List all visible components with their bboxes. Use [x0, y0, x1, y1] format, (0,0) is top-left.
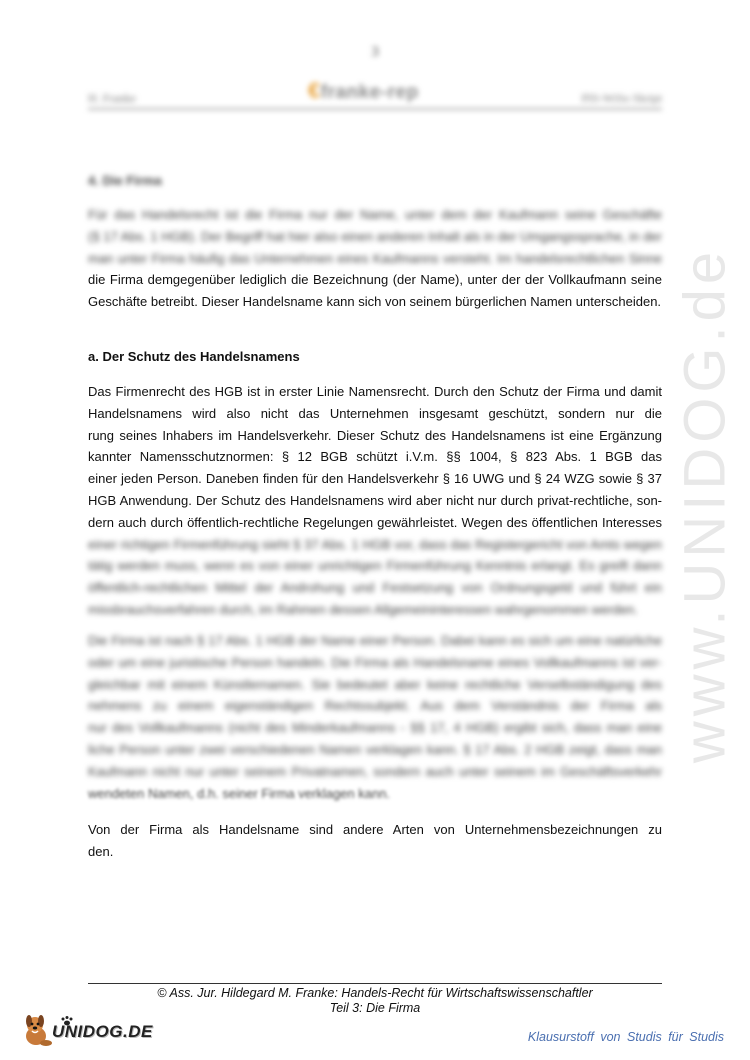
text-line: die Firma demgegenüber lediglich die Bezeichnung (der Name), unter der der Vollkaufmann seine — [88, 272, 662, 288]
text-line: Kaufmann nicht nur unter seinem Privatnamen, sondern auch unter seinem im Geschäftsverkehr — [88, 763, 662, 779]
header-logo-text: franke-rep — [320, 82, 419, 103]
logo-swoosh-icon: € — [308, 78, 321, 103]
tagline: Klausurstoff von Studis für Studis — [527, 1030, 724, 1044]
text-line: (§ 17 Abs. 1 HGB). Der Begriff hat hier also einen anderen Inhalt als in der Umgangssprache, in der — [88, 228, 662, 244]
header-divider — [88, 108, 662, 110]
section-heading: 4. Die Firma — [88, 173, 162, 188]
header-right: PIS-WiSo Skript — [581, 91, 662, 105]
text-line: Geschäfte betreibt. Dieser Handelsname kann sich von seinem bürgerlichen Namen unterscheiden. — [88, 294, 662, 310]
text-line: HGB Anwendung. Der Schutz des Handelsnamens wird aber nicht nur durch privat-rechtliche, son- — [88, 492, 662, 508]
text-line: nur des Vollkaufmanns (nicht des Minderkaufmanns - §§ 17, 4 HGB) ergibt sich, dass man eine — [88, 720, 662, 736]
text-line: einer richtigen Firmenführung sieht § 37 Abs. 1 HGB vor, dass das Registergericht von Amts wegen — [88, 536, 662, 552]
text-line: wendeten Namen, d.h. seiner Firma verklagen kann. — [88, 785, 391, 801]
text-line: liche Person unter zwei verschiedenen Namen verklagen kann. § 17 Abs. 2 HGB zeigt, dass man — [88, 741, 662, 757]
text-line: Für das Handelsrecht ist die Firma nur der Name, unter dem der Kaufmann seine Geschäfte — [88, 207, 662, 222]
text-line: Das Firmenrecht des HGB ist in erster Linie Namensrecht. Durch den Schutz der Firma und damit — [88, 384, 662, 399]
header-author: H. Franke — [88, 91, 136, 105]
subheading: a. Der Schutz des Handelsnamens — [88, 349, 300, 364]
page-number: 3 — [371, 44, 379, 60]
paragraph-1 — [88, 204, 662, 313]
paragraph-4 — [88, 819, 662, 863]
text-line: öffentlich-rechtlichen Mittel der Androhung und Festsetzung von Ordnungsgeld und führt ein — [88, 580, 662, 596]
header-logo — [308, 78, 419, 104]
text-line: Die Firma ist nach § 17 Abs. 1 HGB der Name einer Person. Dabei kann es sich um eine natürliche — [88, 633, 662, 648]
text-line: man unter Firma häufig das Unternehmen eines Kaufmanns versteht. Im handelsrechtlichen Sinne — [88, 250, 662, 266]
footer-divider — [88, 983, 662, 984]
text-line: oder um eine juristische Person handeln. Die Firma als Handelsname eines Vollkaufmanns ist ver- — [88, 654, 662, 670]
text-line: nehmens zu einem eigenständigen Rechtssubjekt. Aus dem Verständnis der Firma als — [88, 698, 662, 714]
brand-name: UNIDOG.DE — [52, 1022, 153, 1041]
paragraph-2 — [88, 381, 662, 621]
paragraph-3 — [88, 630, 662, 804]
footer-section: Teil 3: Die Firma — [329, 1001, 421, 1015]
text-line: dern auch durch öffentlich-rechtliche Regelungen gewährleistet. Wegen des öffentlichen Interesses — [88, 514, 662, 530]
watermark-text: www.UNIDOG.de — [672, 246, 738, 764]
text-line: den. — [88, 843, 114, 859]
text-line: tätig werden muss, wenn es von einer unrichtigen Firmenführung Kenntnis erlangt. Es greift dann — [88, 558, 662, 574]
text-line: missbrauchsverfahren durch, im Rahmen dessen Allgemeininteressen wahrgenommen werden. — [88, 601, 638, 617]
text-line: gleichbar mit einem Künstlernamen. Sie bedeutet aber keine rechtliche Verselbständigung des — [88, 676, 662, 692]
text-line: rung seines Inhabers im Handelsverkehr. Dieser Schutz des Handelsnamens ist eine Ergänzung — [88, 427, 662, 443]
watermark — [665, 246, 745, 764]
text-line: kannter Namensschutznormen: § 12 BGB schützt i.V.m. §§ 1004, § 823 Abs. 1 BGB das — [88, 449, 662, 465]
text-line: einer jeden Person. Daneben finden für den Handelsverkehr § 16 UWG und § 24 WZG sowie § 37 — [88, 471, 662, 487]
text-line: Handelsnamens wird also nicht das Unternehmen insgesamt geschützt, sondern nur die — [88, 405, 662, 421]
text-line: Von der Firma als Handelsname sind andere Arten von Unternehmensbezeichnungen zu — [88, 822, 662, 837]
footer-copyright: © Ass. Jur. Hildegard M. Franke: Handels-Recht für Wirtschaftswissenschaftler — [157, 986, 593, 1000]
